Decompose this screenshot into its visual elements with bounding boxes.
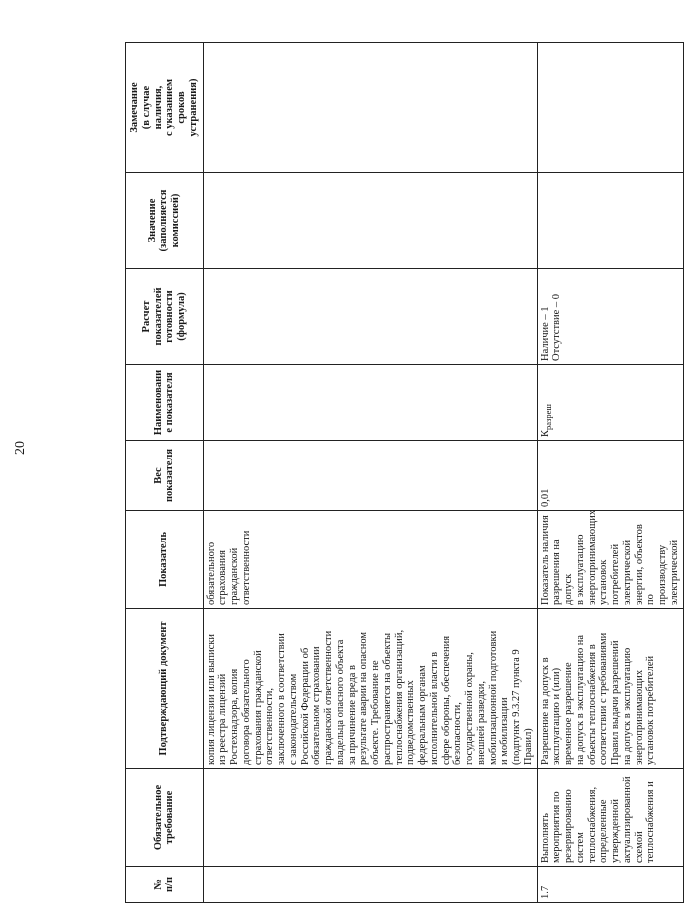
cell-num — [203, 867, 537, 903]
cell-name — [537, 365, 683, 441]
readiness-table — [125, 42, 684, 903]
header-value: Значение (заполняется комиссией) — [126, 173, 204, 269]
cell-name — [203, 365, 537, 441]
header-num: № п/п — [126, 867, 204, 903]
cell-document: копия лицензии или выписки из реестра лицензий Ростехнадзора, копия договора обязательного страхования гражданской ответственности, заключенного в соответствии с законодательством Российской Федерации об обязательном страховании гражданской ответственности владельца опасного объекта за причинение вреда в результате аварии на опасном объекте. Требование не распространяется на объекты теплоснабжения организаций, подведомственных федеральным органам исполнительной власти в сфере обороны, обеспечения безопасности, государственной охраны, внешней разведки, мобилизационной подготовки и мобилизации (подпункт 9.3.27 пункта 9 Правил) — [203, 609, 537, 769]
page-number: 20 — [13, 441, 28, 455]
header-requirement: Обязательное требование — [126, 769, 204, 867]
cell-calc: Наличие – 1 Отсутствие – 0 — [537, 269, 683, 365]
cell-value — [203, 173, 537, 269]
cell-num: 1.7 — [537, 867, 683, 903]
header-name: Наименовани е показателя — [126, 365, 204, 441]
cell-weight — [203, 441, 537, 511]
header-calc: Расчет показателей готовности (формула) — [126, 269, 204, 365]
cell-weight: 0,01 — [537, 441, 683, 511]
cell-requirement — [203, 769, 537, 867]
cell-remark — [203, 43, 537, 173]
cell-value — [537, 173, 683, 269]
cell-remark — [537, 43, 683, 173]
table-row — [203, 43, 537, 903]
table-header-row — [126, 43, 204, 903]
cell-document: Разрешение на допуск в эксплуатацию и (или) временное разрешение на допуск в эксплуатацию на объекты теплоснабжения в соответствии с требованиями Правил выдачи разрешений на допуск в эксплуатацию энергопринимающих установок потребителей — [537, 609, 683, 769]
cell-indicator: обязательного страхования гражданской ответственности — [203, 511, 537, 609]
table-viewport — [125, 43, 680, 903]
indicator-symbol-subscript: разреш — [542, 404, 553, 430]
header-remark: Замечание (в случае наличия, с указанием сроков устранения) — [126, 43, 204, 173]
cell-indicator: Показатель наличия разрешения на допуск в эксплуатацию энергопринимающих установок потребителей электрической энергии, объектов по производству электрической — [537, 511, 683, 609]
cell-requirement: Выполнять мероприятия по резервированию систем теплоснабжения, определенные утвержденной актуализированной схемой теплоснабжения и — [537, 769, 683, 867]
header-weight: Вес показателя — [126, 441, 204, 511]
cell-calc — [203, 269, 537, 365]
rotated-table-container — [125, 43, 680, 903]
header-indicator: Показатель — [126, 511, 204, 609]
table-row — [537, 43, 683, 903]
header-document: Подтверждающий документ — [126, 609, 204, 769]
indicator-symbol: К — [539, 429, 551, 437]
